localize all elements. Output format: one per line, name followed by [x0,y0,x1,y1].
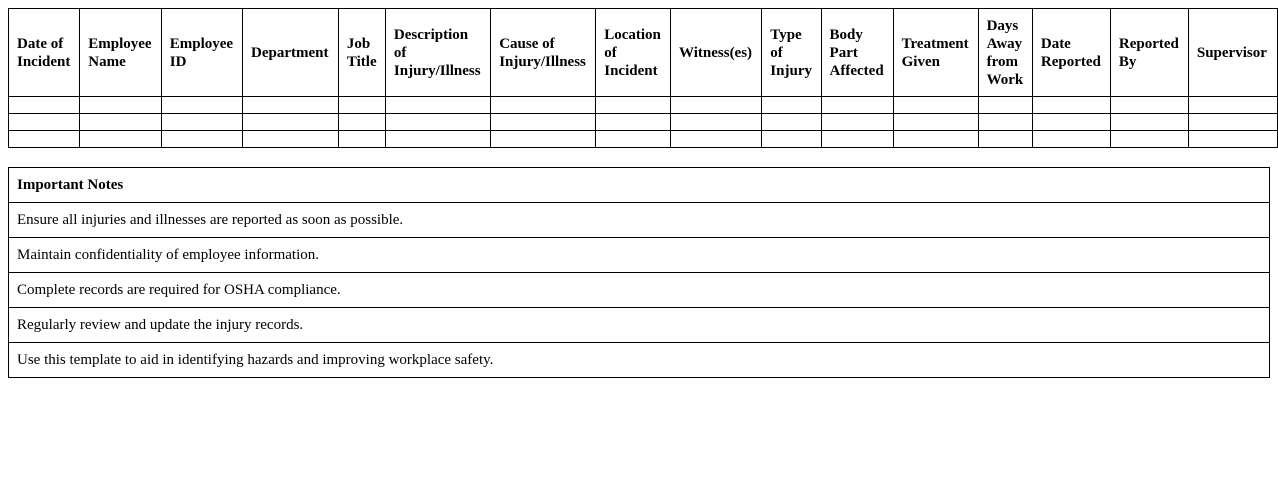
table-cell[interactable] [893,97,978,114]
table-cell[interactable] [243,131,339,148]
note-item: Use this template to aid in identifying hazards and improving workplace safety. [9,343,1270,378]
table-cell[interactable] [671,131,762,148]
table-cell[interactable] [491,114,596,131]
table-cell[interactable] [821,131,893,148]
table-cell[interactable] [9,114,80,131]
table-cell[interactable] [1110,131,1188,148]
table-cell[interactable] [161,114,242,131]
table-cell[interactable] [1032,131,1110,148]
note-row [9,238,1270,273]
notes-header-row [9,168,1270,203]
note-item: Ensure all injuries and illnesses are reported as soon as possible. [9,203,1270,238]
table-cell[interactable] [80,131,162,148]
table-cell[interactable] [243,114,339,131]
table-cell[interactable] [671,114,762,131]
table-cell[interactable] [385,114,490,131]
note-row [9,343,1270,378]
table-cell[interactable] [491,97,596,114]
table-row [9,97,1278,114]
table-cell[interactable] [1188,97,1277,114]
table-cell[interactable] [385,131,490,148]
column-header: Cause of Injury/Illness [491,9,596,97]
table-cell[interactable] [978,131,1032,148]
table-cell[interactable] [978,97,1032,114]
table-cell[interactable] [978,114,1032,131]
note-item: Maintain confidentiality of employee information. [9,238,1270,273]
table-cell[interactable] [80,97,162,114]
column-header: Type of Injury [762,9,821,97]
header-row [9,9,1278,97]
table-cell[interactable] [671,97,762,114]
important-notes-table [8,167,1270,378]
table-cell[interactable] [893,131,978,148]
table-cell[interactable] [762,114,821,131]
column-header: Employee Name [80,9,162,97]
table-cell[interactable] [1188,131,1277,148]
table-cell[interactable] [762,131,821,148]
table-cell[interactable] [491,131,596,148]
column-header: Date Reported [1032,9,1110,97]
table-cell[interactable] [161,131,242,148]
table-cell[interactable] [338,131,385,148]
table-cell[interactable] [596,97,671,114]
table-cell[interactable] [893,114,978,131]
note-row [9,203,1270,238]
notes-title: Important Notes [9,168,1270,203]
table-cell[interactable] [243,97,339,114]
column-header: Date of Incident [9,9,80,97]
table-cell[interactable] [1188,114,1277,131]
note-item: Complete records are required for OSHA compliance. [9,273,1270,308]
table-cell[interactable] [385,97,490,114]
column-header: Department [243,9,339,97]
column-header: Employee ID [161,9,242,97]
column-header: Treatment Given [893,9,978,97]
table-cell[interactable] [821,114,893,131]
note-row [9,273,1270,308]
column-header: Location of Incident [596,9,671,97]
column-header: Supervisor [1188,9,1277,97]
column-header: Days Away from Work [978,9,1032,97]
column-header: Witness(es) [671,9,762,97]
table-cell[interactable] [596,131,671,148]
table-cell[interactable] [338,97,385,114]
injury-log-table [8,8,1278,148]
table-cell[interactable] [596,114,671,131]
table-cell[interactable] [161,97,242,114]
column-header: Reported By [1110,9,1188,97]
table-cell[interactable] [821,97,893,114]
column-header: Body Part Affected [821,9,893,97]
column-header: Description of Injury/Illness [385,9,490,97]
table-cell[interactable] [80,114,162,131]
table-cell[interactable] [1110,97,1188,114]
table-cell[interactable] [338,114,385,131]
table-cell[interactable] [9,97,80,114]
table-row [9,114,1278,131]
table-cell[interactable] [9,131,80,148]
table-cell[interactable] [1110,114,1188,131]
column-header: Job Title [338,9,385,97]
note-row [9,308,1270,343]
table-row [9,131,1278,148]
table-cell[interactable] [1032,114,1110,131]
note-item: Regularly review and update the injury records. [9,308,1270,343]
table-cell[interactable] [1032,97,1110,114]
log-table-body [9,97,1278,148]
table-cell[interactable] [762,97,821,114]
